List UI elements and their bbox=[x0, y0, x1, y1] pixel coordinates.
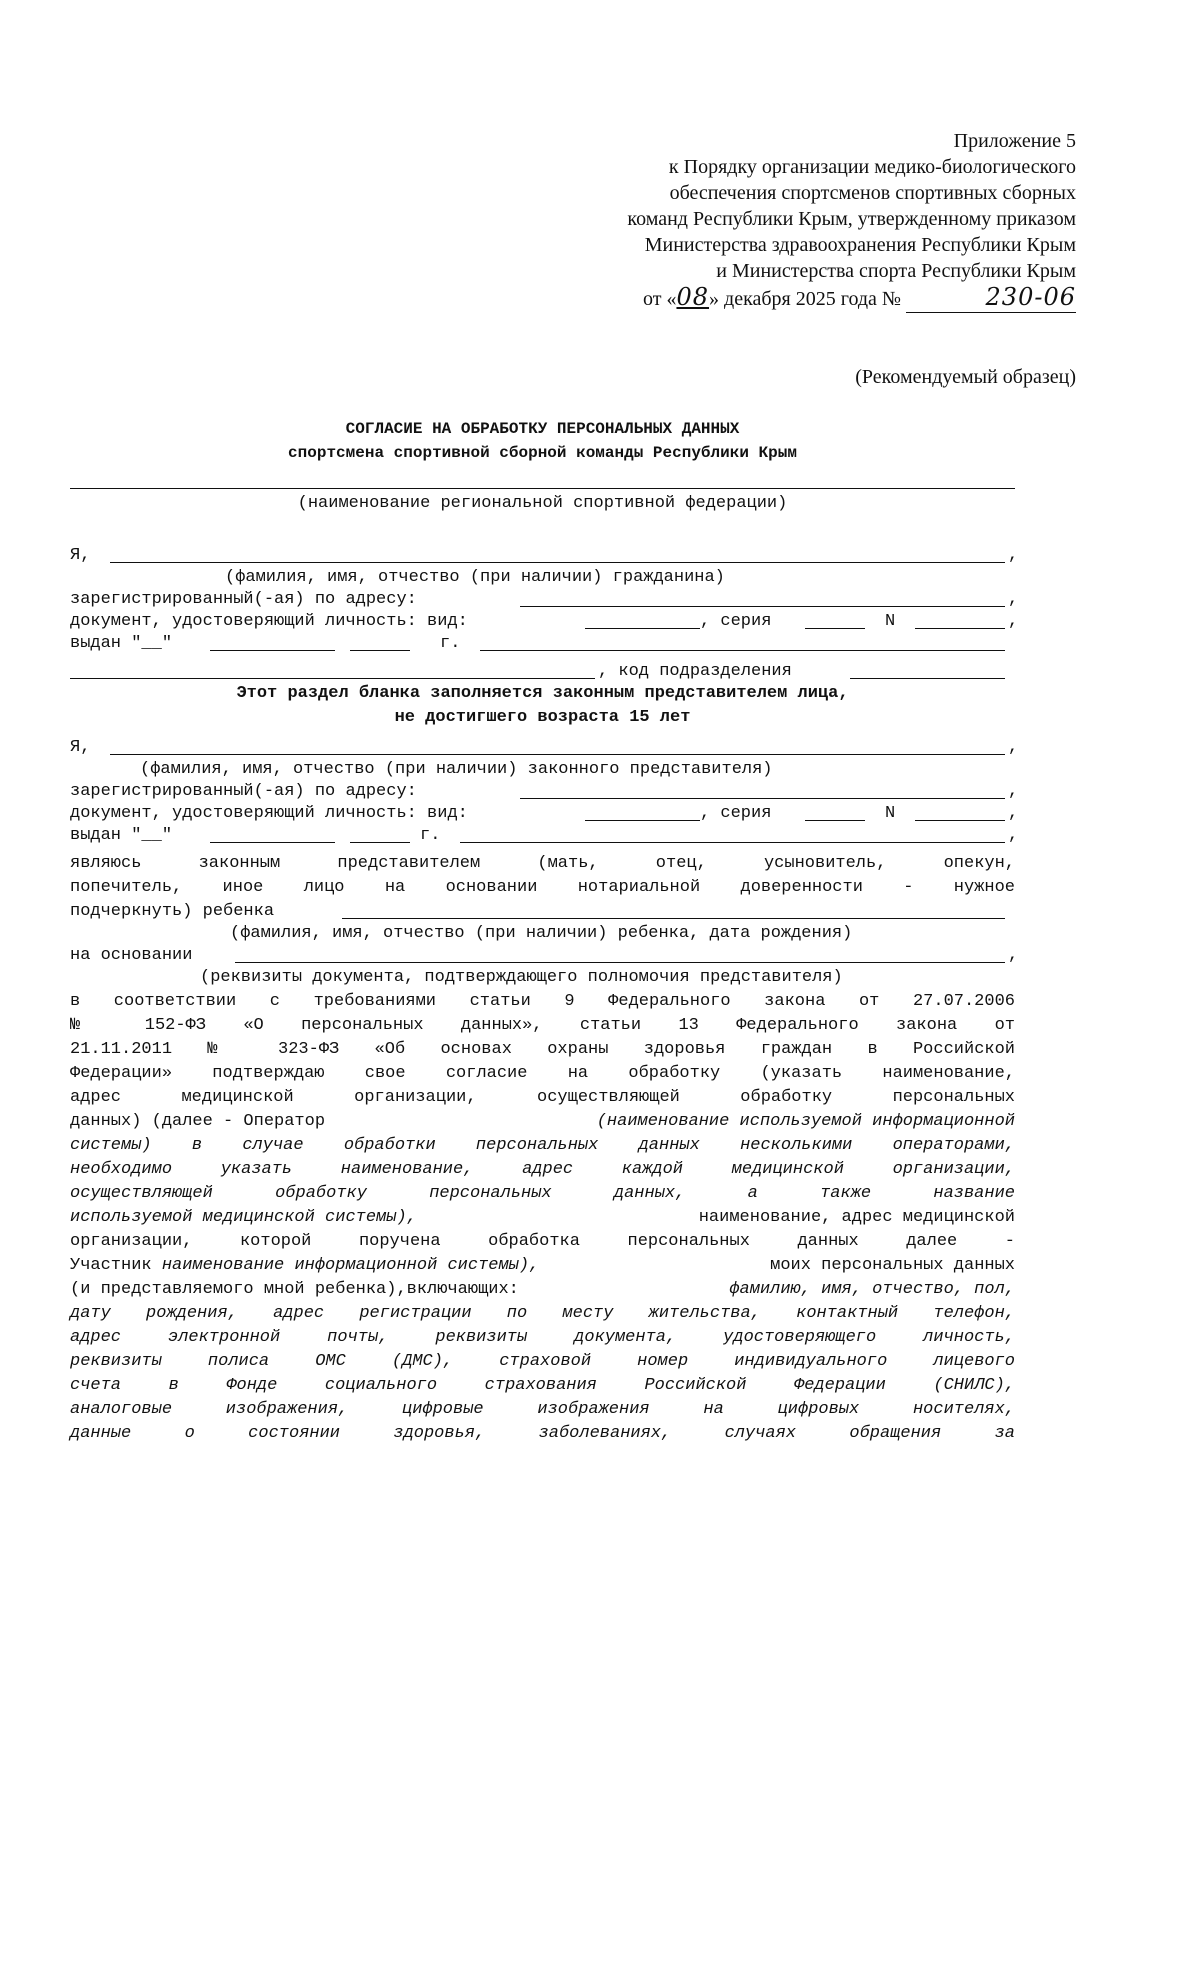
order-date-line: от «08» декабря 2025 года № 230-06 bbox=[642, 283, 1076, 311]
representative-doc-series-field[interactable] bbox=[805, 802, 865, 821]
basis-caption: (реквизиты документа, подтверждающего полномочия представителя) bbox=[200, 968, 843, 987]
consent-text-line: Федерации» подтверждаю свое согласие на обработку (указать наименование, bbox=[70, 1064, 1015, 1083]
citizen-issued-by-continued-field[interactable] bbox=[70, 660, 595, 679]
citizen-issued-by-field[interactable] bbox=[480, 632, 1005, 651]
section2-document-row: документ, удостоверяющий личность: вид: , серия N , bbox=[70, 804, 1019, 823]
form-subtitle: спортсмена спортивной сборной команды Республики Крым bbox=[288, 444, 797, 462]
recommended-sample-label: (Рекомендуемый образец) bbox=[855, 366, 1076, 388]
consent-text-line: дату рождения, адрес регистрации по месту жительства, контактный телефон, bbox=[70, 1304, 1015, 1323]
order-number-field bbox=[906, 284, 1076, 313]
appendix-number: Приложение 5 bbox=[953, 130, 1076, 152]
representative-issued-year-field[interactable] bbox=[350, 824, 410, 843]
consent-text-line: адрес медицинской организации, осуществляющей обработку персональных bbox=[70, 1088, 1015, 1107]
representative-issued-by-field[interactable] bbox=[460, 824, 1005, 843]
representative-address-field[interactable] bbox=[520, 780, 1005, 799]
section2-heading: Этот раздел бланка заполняется законным представителем лица, bbox=[236, 684, 849, 703]
child-row: подчеркнуть) ребенка bbox=[70, 900, 1015, 924]
representative-status-line: попечитель, иное лицо на основании нотариальной доверенности - нужное bbox=[70, 878, 1015, 897]
consent-text-line: 21.11.2011 № 323-ФЗ «Об основах охраны здоровья граждан в Российской bbox=[70, 1040, 1015, 1059]
consent-text-line: счета в Фонде социального страхования Российской Федерации (СНИЛС), bbox=[70, 1376, 1015, 1395]
representative-status-line: являюсь законным представителем (мать, отец, усыновитель, опекун, bbox=[70, 854, 1015, 873]
representative-doc-type-field[interactable] bbox=[585, 802, 700, 821]
consent-text-line: системы) в случае обработки персональных данных несколькими операторами, bbox=[70, 1136, 1015, 1155]
consent-text-line: данных) (далее - Оператор (наименование используемой информационной bbox=[70, 1112, 1015, 1131]
consent-text-line: в соответствии с требованиями статьи 9 Федерального закона от 27.07.2006 bbox=[70, 992, 1015, 1011]
federation-field[interactable] bbox=[70, 470, 1015, 489]
handwritten-order-number: 230-06 bbox=[985, 283, 1076, 311]
consent-text-line: осуществляющей обработку персональных данных, а также название bbox=[70, 1184, 1015, 1203]
section1-fio-row: Я, , bbox=[70, 546, 1019, 565]
basis-row: на основании , bbox=[70, 946, 1019, 965]
federation-caption: (наименование региональной спортивной федерации) bbox=[297, 494, 788, 513]
consent-text-line: используемой медицинской системы), наименование, адрес медицинской bbox=[70, 1208, 1015, 1227]
citizen-address-field[interactable] bbox=[520, 588, 1005, 607]
section2-address-row: зарегистрированный(-ая) по адресу: , bbox=[70, 782, 1019, 801]
header-line: обеспечения спортсменов спортивных сборных bbox=[669, 182, 1076, 204]
consent-text-line: Участник наименование информационной системы), моих персональных данных bbox=[70, 1256, 1015, 1275]
citizen-fio-caption: (фамилия, имя, отчество (при наличии) гражданина) bbox=[225, 568, 725, 587]
consent-text-line: аналоговые изображения, цифровые изображения на цифровых носителях, bbox=[70, 1400, 1015, 1419]
representative-fio-caption: (фамилия, имя, отчество (при наличии) законного представителя) bbox=[140, 760, 773, 779]
section1-issued-row: выдан "__" г. bbox=[70, 632, 1015, 656]
header-line: и Министерства спорта Республики Крым bbox=[716, 260, 1076, 282]
header-line: команд Республики Крым, утвержденному приказом bbox=[627, 208, 1076, 230]
authority-document-field[interactable] bbox=[235, 944, 1005, 963]
citizen-issued-month-field[interactable] bbox=[210, 632, 335, 651]
child-caption: (фамилия, имя, отчество (при наличии) ребенка, дата рождения) bbox=[230, 924, 853, 943]
citizen-doc-series-field[interactable] bbox=[805, 610, 865, 629]
header-line: Министерства здравоохранения Республики Крым bbox=[644, 234, 1076, 256]
representative-issued-month-field[interactable] bbox=[210, 824, 335, 843]
division-code-field[interactable] bbox=[850, 660, 1005, 679]
representative-fio-field[interactable] bbox=[110, 736, 1005, 755]
handwritten-day: 08 bbox=[676, 283, 710, 311]
consent-text-line: реквизиты полиса ОМС (ДМС), страховой номер индивидуального лицевого bbox=[70, 1352, 1015, 1371]
consent-text-line: организации, которой поручена обработка персональных данных далее - bbox=[70, 1232, 1015, 1251]
consent-text-line: адрес электронной почты, реквизиты документа, удостоверяющего личность, bbox=[70, 1328, 1015, 1347]
section2-heading-line2: не достигшего возраста 15 лет bbox=[394, 708, 691, 727]
consent-text-line: необходимо указать наименование, адрес каждой медицинской организации, bbox=[70, 1160, 1015, 1179]
consent-text-line: № 152-ФЗ «О персональных данных», статьи 13 Федерального закона от bbox=[70, 1016, 1015, 1035]
representative-doc-number-field[interactable] bbox=[915, 802, 1005, 821]
form-title: СОГЛАСИЕ НА ОБРАБОТКУ ПЕРСОНАЛЬНЫХ ДАННЫХ bbox=[345, 420, 740, 438]
section1-address-row: зарегистрированный(-ая) по адресу: , bbox=[70, 590, 1019, 609]
section1-division-row: , код подразделения bbox=[70, 660, 1015, 684]
citizen-doc-number-field[interactable] bbox=[915, 610, 1005, 629]
child-fio-field[interactable] bbox=[342, 900, 1005, 919]
section1-document-row: документ, удостоверяющий личность: вид: , серия N , bbox=[70, 612, 1019, 631]
citizen-fio-field[interactable] bbox=[110, 544, 1005, 563]
section2-issued-row: выдан "__" г. , bbox=[70, 826, 1019, 845]
consent-text-line: (и представляемого мной ребенка),включающих: фамилию, имя, отчество, пол, bbox=[70, 1280, 1015, 1299]
section2-fio-row: Я, , bbox=[70, 738, 1019, 757]
document-header bbox=[516, 128, 1076, 313]
citizen-issued-year-field[interactable] bbox=[350, 632, 410, 651]
header-line: к Порядку организации медико-биологического bbox=[668, 156, 1076, 178]
citizen-doc-type-field[interactable] bbox=[585, 610, 700, 629]
consent-text-line: данные о состоянии здоровья, заболеваниях, случаях обращения за bbox=[70, 1424, 1015, 1443]
